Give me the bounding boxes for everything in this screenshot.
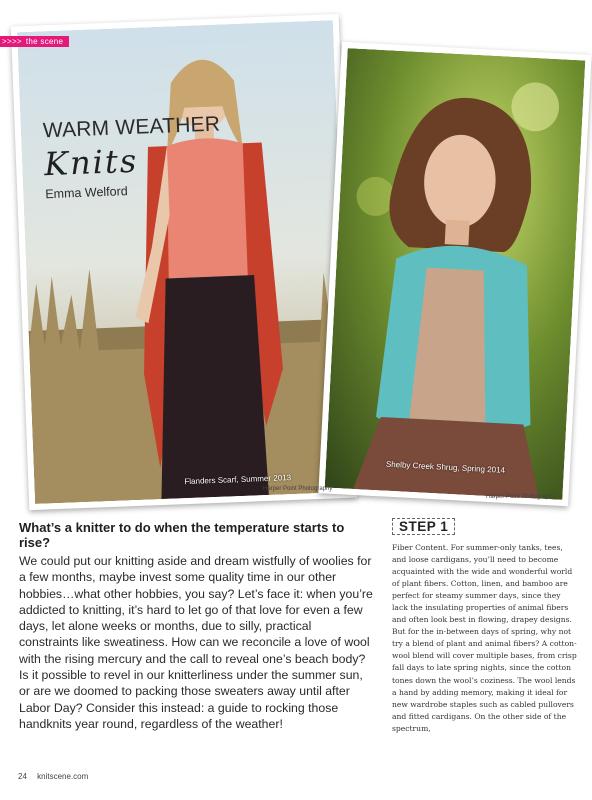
feature-title-block (42, 113, 222, 202)
scarf-model-illustration (17, 20, 351, 504)
sidebar-text: Fiber Content. For summer-only tanks, tees, and loose cardigans, you’ll need to become acquainted with the wide and wonderful world of plant fibers. Cotton, linen, and bamboo are perfect for steamy summer days, since they lack the insulating properties of animal fibers and often look best in flowing, drapey designs. But for the in-between days of spring, why not try a blend of plant and animal fibers? A cotton-wool blend will cover multiple bases, from crisp fall days to late spring nights, since the cotton tones down the wool’s coziness. The wool lends a hand by adding memory, making it ideal for new wardrobe staples such as cabled pullovers and fitted cardigans. On the other side of the spectrum, (392, 543, 577, 733)
section-tag-arrows: >>>> (2, 37, 22, 46)
article-main-column (19, 520, 373, 732)
photo-left-caption: Flanders Scarf, Summer 2013 (184, 473, 292, 487)
feature-author: Emma Welford (45, 184, 128, 202)
feature-title-line2: Knits (43, 141, 139, 184)
page-number: 24 (18, 772, 27, 781)
shrug-model-illustration (325, 48, 586, 500)
photo-right-credit: Harper Point Photography (486, 494, 556, 500)
article-lead: What’s a knitter to do when the temperature starts to rise? (19, 520, 345, 550)
photo-right-caption: Shelby Creek Shrug, Spring 2014 (385, 459, 506, 475)
section-tag (0, 36, 69, 47)
step-label: STEP 1 (392, 518, 455, 535)
photo-left-credit: Harper Point Photography (263, 486, 333, 492)
photo-shelby-creek-shrug (318, 42, 591, 506)
page-footer (18, 772, 88, 781)
photo-right-image (325, 48, 586, 500)
photo-left-image (17, 20, 351, 504)
photo-flanders-scarf (11, 14, 357, 510)
footer-site: knitscene.com (37, 772, 89, 781)
article-body: We could put our knitting aside and dream wistfully of woolies for a few months, maybe invest some quality time in our other hobbies…what other hobbies, you say? Let’s face it: when you’re addicted to knitting, it’s hard to let go of that love for even a few days, let alone weeks or months, due to silly, practical constraints like sweatiness. How can we reconcile a love of wool with the rising mercury and the call to reveal one’s beach body? Is it possible to revel in our knitterliness under the summer sun, or are we doomed to packing those sweaters away until after Labor Day? Consider this instead: a guide to rocking those handknits year round, regardless of the weather! (19, 554, 373, 731)
section-tag-label: the scene (25, 37, 64, 46)
sidebar-column (392, 518, 578, 735)
feature-title-line1: WARM WEATHER (42, 112, 221, 143)
